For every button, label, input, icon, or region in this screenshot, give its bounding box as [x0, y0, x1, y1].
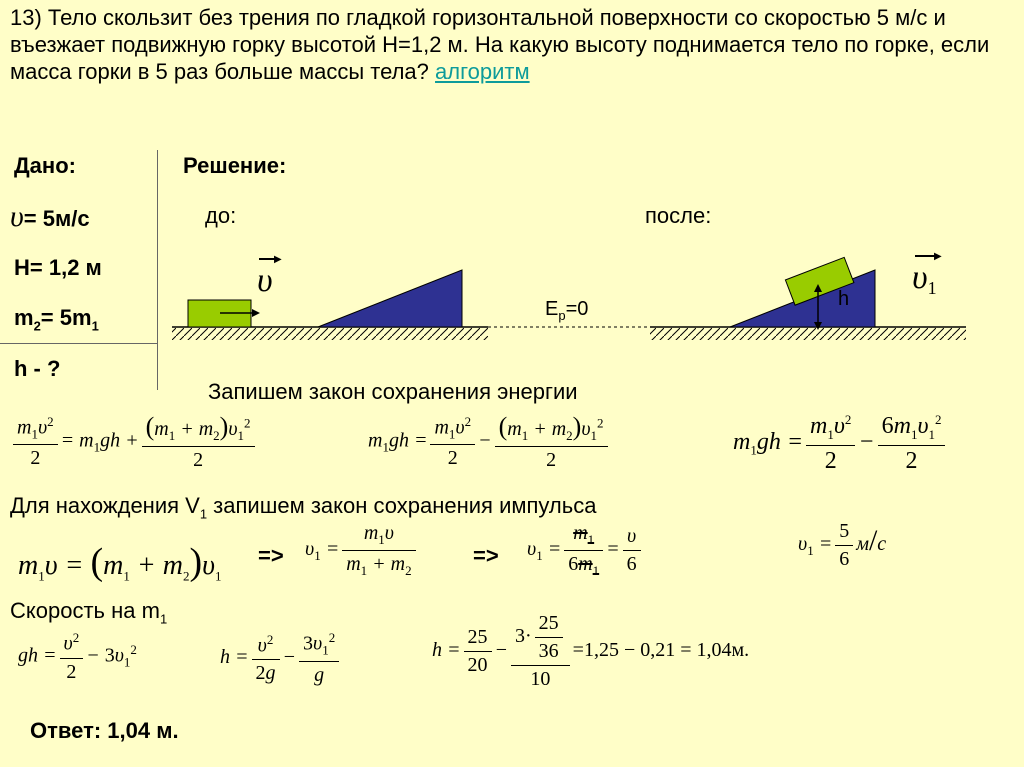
- given-velocity-value: = 5м/с: [23, 206, 90, 231]
- speed-heading: Скорость на $m_1$: [10, 598, 168, 627]
- calc-result: =1,25 − 0,21 = 1,04м.: [572, 639, 750, 662]
- final-equation-2: h = $\frac{\upsilon^2}{2g}$ − $\frac{3\upsilon_1^2}{g}$: [220, 630, 342, 687]
- problem-text: 13) Тело скользит без трения по гладкой горизонтальной поверхности со скоростью 5 м/с и въезжает подвижную горку высотой Н=1,2 м. На какую высоту поднимается тело по горке, если масса горки в 5 раз больше массы тела?: [10, 5, 990, 84]
- given-find: h - ?: [14, 356, 61, 381]
- after-label: после:: [645, 203, 712, 228]
- ep-label: $E_p=0$: [545, 298, 589, 323]
- momentum-heading: Для нахождения $V_1$ запишем закон сохранения импульса: [10, 493, 597, 522]
- arrow-implies-1: =>: [258, 543, 284, 568]
- energy-equation-1: $\frac{m_1\upsilon^2}{2}$ = $m_1gh$ + $\frac{(m_1 + m_2)\upsilon_1^2}{2}$: [10, 412, 258, 472]
- momentum-equation-2: $\upsilon_1$ = $\frac{m_1\upsilon}{m_1 + m_2}$: [305, 522, 419, 579]
- momentum-equation-3: $\upsilon_1$ = $\frac{m_1}{6m_1}$ = $\frac{\upsilon}{6}$: [527, 522, 644, 579]
- velocity-symbol-after: ▶ υ1: [912, 251, 942, 298]
- given-mass: $m_2= 5m_1$: [14, 305, 99, 334]
- solution-title: Решение:: [183, 153, 287, 178]
- answer: Ответ: 1,04 м.: [30, 718, 179, 743]
- given-velocity: υ= 5м/с: [10, 200, 90, 233]
- height-label: h: [838, 288, 850, 310]
- velocity-symbol-before: ▶ υ: [257, 254, 282, 299]
- momentum-result: $\upsilon_1$ = $\frac{5}{6}$ м/с: [798, 520, 887, 570]
- given-title: Дано:: [14, 153, 76, 178]
- arrow-implies-2: =>: [473, 543, 499, 568]
- slope-before: [318, 270, 462, 327]
- ground-after: [650, 327, 966, 340]
- energy-equation-2: $m_1gh$ = $\frac{m_1\upsilon^2}{2}$ − $\frac{(m_1 + m_2)\upsilon_1^2}{2}$: [368, 412, 611, 472]
- problem-statement: [10, 4, 1015, 85]
- before-label: до:: [205, 203, 237, 228]
- algorithm-link[interactable]: алгоритм: [435, 59, 530, 84]
- given-height: H= 1,2 м: [14, 255, 102, 280]
- ground-before: [172, 327, 488, 340]
- physics-diagram: [0, 240, 1024, 350]
- energy-equation-3: $m_1gh$ = $\frac{m_1\upsilon^2}{2}$ − $\frac{6m_1\upsilon_1^2}{2}$: [733, 412, 948, 475]
- momentum-equation-1: $m_1\upsilon = (m_1 + m_2)\upsilon_1$: [18, 541, 222, 584]
- final-equation-1: gh = $\frac{\upsilon^2}{2}$ − $3\upsilon_1^2$: [18, 630, 137, 683]
- final-calculation: h = $\frac{25}{20}$ − 3· $\frac{25}{36}$ 10 =1,25 − 0,21 = 1,04м.: [432, 612, 750, 690]
- given-mass-value: = 5m: [40, 305, 92, 330]
- energy-heading: Запишем закон сохранения энергии: [208, 379, 578, 404]
